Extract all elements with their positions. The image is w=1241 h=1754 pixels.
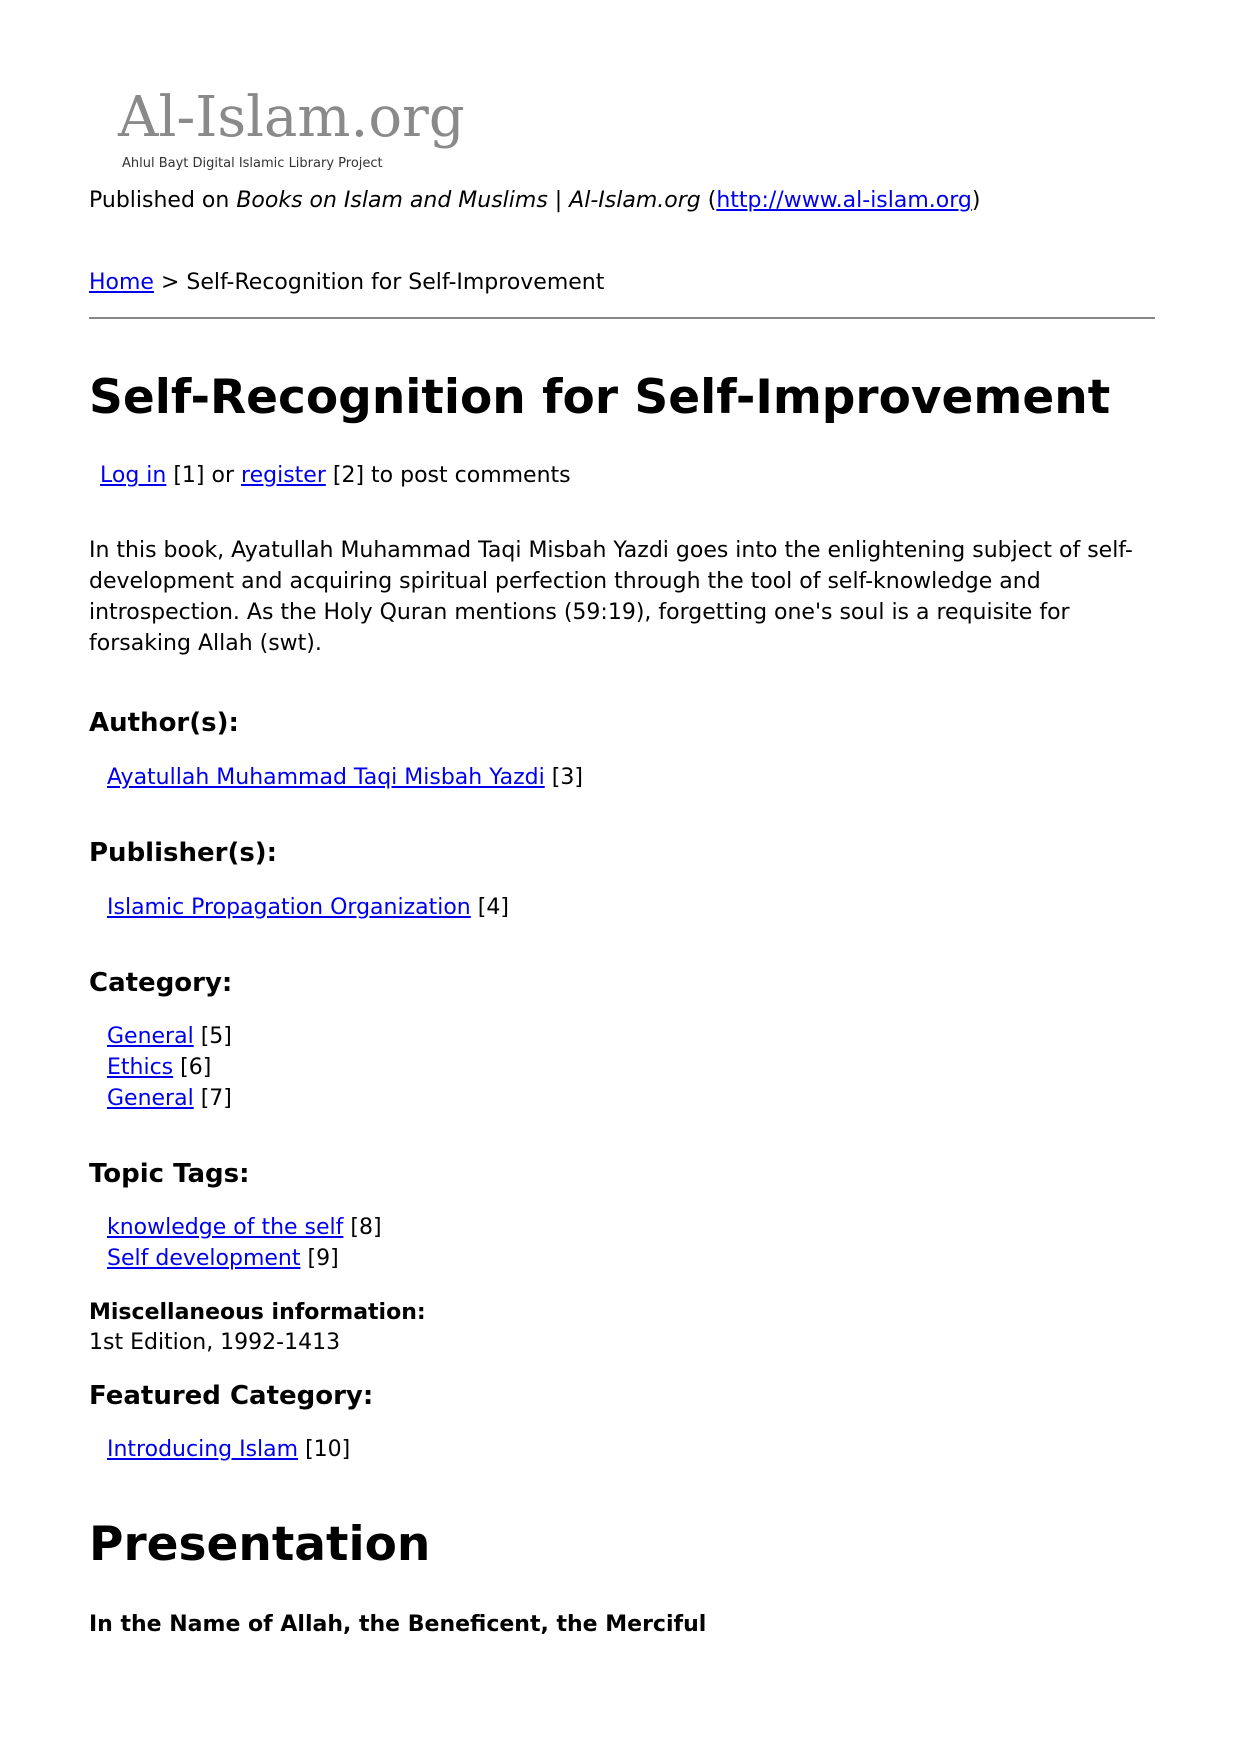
comment-links [100, 461, 571, 491]
authors-label: Author(s): [89, 708, 239, 738]
register-link[interactable]: register [241, 463, 326, 488]
login-ref: [1] [173, 463, 205, 488]
publisher-item [107, 892, 509, 923]
misc-info-label: Miscellaneous information: [89, 1300, 426, 1325]
published-prefix: Published on [89, 188, 230, 213]
featured-category-label: Featured Category: [89, 1381, 374, 1411]
category-link-general-2[interactable]: General [107, 1086, 194, 1111]
category-link-ethics[interactable]: Ethics [107, 1055, 174, 1080]
publisher-ref: [4] [477, 895, 509, 920]
category-ref: [7] [200, 1086, 232, 1111]
breadcrumb-home-link[interactable]: Home [89, 270, 154, 295]
site-url-link[interactable]: http://www.al-islam.org [716, 188, 972, 213]
comments-suffix: to post comments [371, 463, 571, 488]
login-link[interactable]: Log in [100, 463, 167, 488]
breadcrumb [89, 268, 604, 298]
author-link[interactable]: Ayatullah Muhammad Taqi Misbah Yazdi [107, 765, 545, 790]
page-title: Self-Recognition for Self-Improvement [89, 370, 1111, 425]
category-label: Category: [89, 968, 233, 998]
published-line: Published on Books on Islam and Muslims | Al-Islam.org (http://www.al-islam.org) [89, 188, 981, 213]
topic-tags-label: Topic Tags: [89, 1159, 250, 1189]
published-site-name: Books on Islam and Muslims | Al-Islam.org [236, 188, 701, 213]
site-logo [118, 85, 478, 178]
topic-tag-link[interactable]: Self development [107, 1246, 301, 1271]
category-ref: [5] [200, 1024, 232, 1049]
book-summary: In this book, Ayatullah Muhammad Taqi Misbah Yazdi goes into the enlightening subject of self-development and acquiring spiritual perfection through the tool of self-knowledge and introspection. As the Holy Quran mentions (59:19), forgetting one's soul is a requisite for forsaking Allah (swt). [89, 538, 1133, 656]
category-item [107, 1052, 232, 1083]
authors-list [107, 762, 583, 793]
featured-category-list [107, 1434, 350, 1465]
bismillah-line: In the Name of Allah, the Beneficent, the Merciful [89, 1612, 707, 1637]
topic-tag-ref: [9] [307, 1246, 339, 1271]
or-text: or [211, 463, 235, 488]
topic-tag-item [107, 1212, 382, 1243]
topic-tags-list [107, 1212, 382, 1274]
topic-tag-ref: [8] [350, 1215, 382, 1240]
author-item [107, 762, 583, 793]
featured-category-link[interactable]: Introducing Islam [107, 1437, 299, 1462]
publisher-link[interactable]: Islamic Propagation Organization [107, 895, 471, 920]
breadcrumb-separator: > [160, 270, 180, 295]
category-list [107, 1021, 232, 1114]
category-link-general[interactable]: General [107, 1024, 194, 1049]
topic-tag-link[interactable]: knowledge of the self [107, 1215, 344, 1240]
category-ref: [6] [180, 1055, 212, 1080]
featured-category-ref: [10] [305, 1437, 351, 1462]
featured-category-item [107, 1434, 350, 1465]
header-divider [89, 317, 1155, 319]
breadcrumb-current: Self-Recognition for Self-Improvement [186, 270, 605, 295]
publishers-list [107, 892, 509, 923]
category-item [107, 1083, 232, 1114]
publishers-label: Publisher(s): [89, 838, 278, 868]
topic-tag-item [107, 1243, 382, 1274]
author-ref: [3] [551, 765, 583, 790]
logo-wordmark: Al-Islam.org [118, 85, 465, 150]
section-heading: Presentation [89, 1517, 431, 1572]
misc-info-value: 1st Edition, 1992-1413 [89, 1330, 341, 1355]
category-item [107, 1021, 232, 1052]
logo-tagline: Ahlul Bayt Digital Islamic Library Project [122, 156, 383, 171]
register-ref: [2] [332, 463, 365, 488]
